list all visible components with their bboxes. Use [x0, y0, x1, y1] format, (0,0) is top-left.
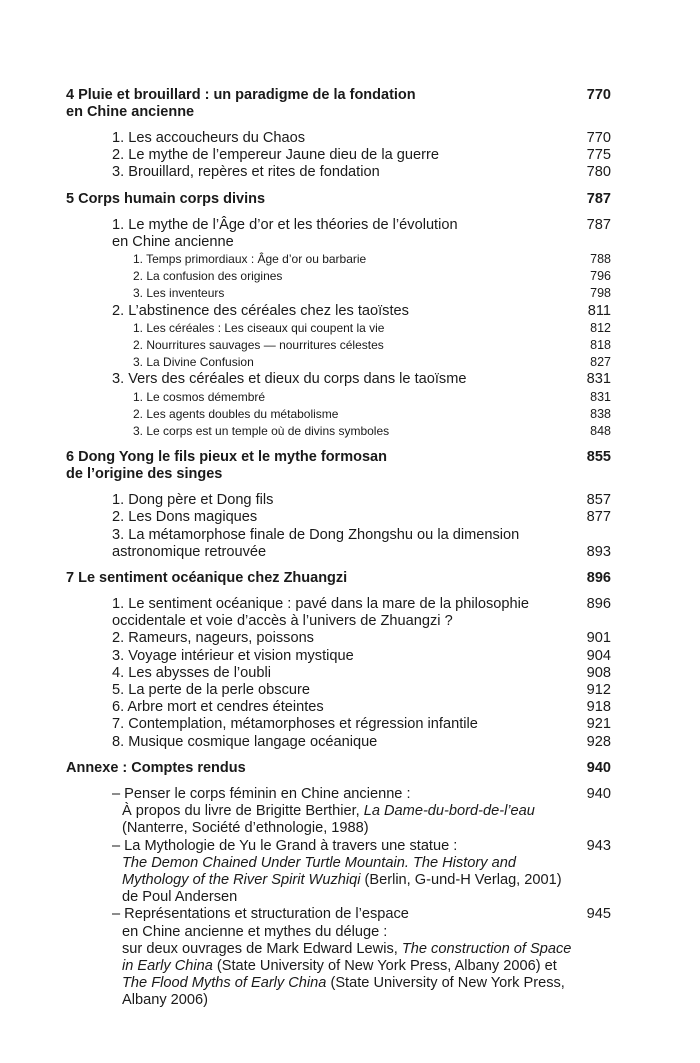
text-segment: À propos du livre de Brigitte Berthier,: [122, 803, 364, 820]
entry-title-line: 2. Le mythe de l’empereur Jaune dieu de la guerre: [112, 147, 439, 164]
subsection-entry: [66, 354, 611, 371]
annex-entry: [66, 906, 611, 1009]
section-entry: [66, 303, 611, 320]
entry-title-line: occidentale et voie d’accès à l’univers de Zhuangzi ?: [112, 613, 453, 630]
section-entry: [66, 217, 611, 251]
page-number: 940: [586, 785, 611, 802]
section-entry: [66, 596, 611, 630]
subsection-entry: [66, 251, 611, 268]
entry-title-line: 3. Vers des céréales et dieux du corps dans le taoïsme: [112, 371, 467, 388]
entry-title-line: astronomique retrouvée: [112, 543, 267, 560]
subsection-entry: [66, 320, 611, 337]
italic-title: The Demon Chained Under Turtle Mountain. The History and: [122, 854, 516, 871]
text-segment: – Représentations et structuration de l’espace: [112, 906, 409, 923]
section-entry: [66, 164, 611, 181]
subsection-entry: [66, 423, 611, 440]
section-entry: [66, 630, 611, 647]
entry-title-line: [112, 872, 611, 889]
text-segment: en Chine ancienne et mythes du déluge :: [122, 923, 388, 940]
section-entry: [66, 147, 611, 164]
entry-title-line: [112, 975, 611, 992]
page-number: 831: [586, 371, 611, 388]
page-number: 812: [590, 320, 611, 335]
text-segment: Albany 2006): [122, 992, 209, 1009]
page-number: 893: [586, 543, 611, 560]
entry-title-line: [112, 855, 611, 872]
entry-title-line: 7 Le sentiment océanique chez Zhuangzi: [66, 570, 348, 587]
entry-title-line: 3. Les inventeurs: [133, 286, 225, 301]
entry-title-line: 1. Les accoucheurs du Chaos: [112, 130, 306, 146]
section-entry: [66, 699, 611, 716]
entry-title-line: 6 Dong Yong le fils pieux et le mythe formosan: [66, 449, 387, 466]
page-number: 904: [586, 647, 611, 664]
entry-title-line: 5 Corps humain corps divins: [66, 190, 266, 207]
entry-title-line: 3. La Divine Confusion: [133, 355, 254, 370]
page-number: 838: [590, 406, 611, 421]
page-number: 811: [587, 302, 611, 319]
page-number: 918: [586, 699, 611, 716]
page-number: 770: [586, 130, 611, 146]
page-number: 921: [586, 716, 611, 733]
entry-title-line: [112, 838, 611, 855]
entry-title-line: 2. La confusion des origines: [133, 269, 283, 284]
entry-title-line: [112, 941, 611, 958]
entry-title-line: 1. Le sentiment océanique : pavé dans la mare de la philosophie: [112, 596, 530, 613]
subsection-entry: [66, 406, 611, 423]
page-number: 901: [586, 630, 611, 647]
entry-title-line: 2. Les Dons magiques: [112, 509, 258, 526]
page-number: 780: [586, 164, 611, 181]
text-segment: (Berlin, G-und-H Verlag, 2001): [360, 871, 562, 888]
entry-title-line: [112, 820, 611, 837]
subsection-entry: [66, 268, 611, 285]
text-segment: (State University of New York Press,: [326, 975, 565, 992]
annex-entry: [66, 838, 611, 907]
text-segment: sur deux ouvrages de Mark Edward Lewis,: [122, 940, 402, 957]
entry-title-line: 1. Le cosmos démembré: [133, 389, 266, 404]
page-number: 798: [590, 286, 611, 301]
chapter-heading: [66, 87, 611, 121]
entry-title-line: 1. Le mythe de l’Âge d’or et les théories de l’évolution: [112, 216, 458, 233]
section-entry: [66, 648, 611, 665]
entry-title-line: [112, 786, 611, 803]
italic-title: La Dame-du-bord-de-l’eau: [363, 803, 535, 820]
text-segment: (Nanterre, Société d’ethnologie, 1988): [122, 820, 369, 837]
page-number: 896: [586, 570, 611, 587]
page-number: 928: [586, 733, 611, 750]
italic-title: The construction of Space: [401, 940, 572, 957]
entry-title-line: en Chine ancienne: [66, 104, 195, 120]
page-number: 788: [590, 252, 611, 267]
entry-title-line: 1. Dong père et Dong fils: [112, 492, 274, 509]
section-entry: [66, 492, 611, 509]
entry-title-line: 4. Les abysses de l’oubli: [112, 664, 272, 681]
annex-entry: [66, 786, 611, 838]
page-number: 831: [590, 389, 611, 404]
page-number: 818: [590, 338, 611, 353]
text-segment: – La Mythologie de Yu le Grand à travers une statue :: [112, 837, 458, 854]
entry-title-line: 3. Le corps est un temple où de divins symboles: [133, 424, 390, 439]
text-segment: – Penser le corps féminin en Chine ancienne :: [112, 785, 411, 802]
chapter-heading: [66, 191, 611, 208]
entry-title-line: 1. Temps primordiaux : Âge d’or ou barbarie: [133, 252, 367, 267]
page-number: 912: [586, 682, 611, 699]
entry-title-line: 5. La perte de la perle obscure: [112, 682, 310, 699]
page-number: 796: [590, 269, 611, 284]
entry-title-line: 3. La métamorphose finale de Dong Zhongshu ou la dimension: [112, 526, 520, 543]
entry-title-line: [112, 924, 611, 941]
page-number: 775: [586, 147, 611, 164]
page-number: 877: [586, 509, 611, 526]
entry-title-line: en Chine ancienne: [112, 233, 234, 250]
entry-title-line: Annexe : Comptes rendus: [66, 759, 246, 776]
table-of-contents: [66, 87, 611, 1010]
page-number: 940: [586, 759, 611, 776]
entry-title-line: de l’origine des singes: [66, 466, 223, 483]
entry-title-line: 3. Brouillard, repères et rites de fondation: [112, 164, 380, 181]
section-entry: [66, 734, 611, 751]
page-number: 848: [590, 424, 611, 439]
entry-title-line: 6. Arbre mort et cendres éteintes: [112, 699, 324, 716]
entry-title-line: 3. Voyage intérieur et vision mystique: [112, 647, 354, 664]
subsection-entry: [66, 285, 611, 302]
page-number: 896: [586, 596, 611, 613]
entry-title-line: [112, 889, 611, 906]
page-number: 770: [586, 87, 611, 103]
chapter-heading: [66, 449, 611, 483]
entry-title-line: 2. L’abstinence des céréales chez les taoïstes: [112, 302, 409, 319]
chapter-heading: [66, 570, 611, 587]
entry-title-line: [112, 992, 611, 1009]
entry-title-line: 1. Les céréales : Les ciseaux qui coupent la vie: [133, 320, 385, 335]
page-number: 943: [586, 837, 611, 854]
italic-title: The Flood Myths of Early China: [122, 975, 327, 992]
section-entry: [66, 716, 611, 733]
page-number: 945: [586, 906, 611, 923]
entry-title-line: 2. Nourritures sauvages — nourritures célestes: [133, 338, 384, 353]
section-entry: [66, 130, 611, 147]
text-segment: de Poul Andersen: [122, 889, 238, 906]
page-number: 787: [586, 216, 611, 233]
chapter-heading: [66, 760, 611, 777]
section-entry: [66, 509, 611, 526]
entry-title-line: 2. Les agents doubles du métabolisme: [133, 406, 339, 421]
section-entry: [66, 682, 611, 699]
italic-title: Mythology of the River Spirit Wuzhiqi: [122, 871, 361, 888]
page-number: 787: [586, 190, 611, 207]
entry-title-line: 4 Pluie et brouillard : un paradigme de la fondation: [66, 87, 416, 103]
italic-title: in Early China: [122, 957, 213, 974]
entry-title-line: 2. Rameurs, nageurs, poissons: [112, 630, 314, 647]
section-entry: [66, 527, 611, 561]
page-number: 857: [586, 492, 611, 509]
entry-title-line: 7. Contemplation, métamorphoses et régression infantile: [112, 716, 478, 733]
entry-title-line: [112, 906, 611, 923]
section-entry: [66, 665, 611, 682]
page-number: 855: [586, 449, 611, 466]
subsection-entry: [66, 337, 611, 354]
page-number: 827: [590, 355, 611, 370]
text-segment: (State University of New York Press, Albany 2006) et: [212, 957, 557, 974]
section-entry: [66, 371, 611, 388]
entry-title-line: 8. Musique cosmique langage océanique: [112, 733, 378, 750]
page-number: 908: [586, 664, 611, 681]
entry-title-line: [112, 958, 611, 975]
entry-title-line: [112, 803, 611, 820]
subsection-entry: [66, 389, 611, 406]
